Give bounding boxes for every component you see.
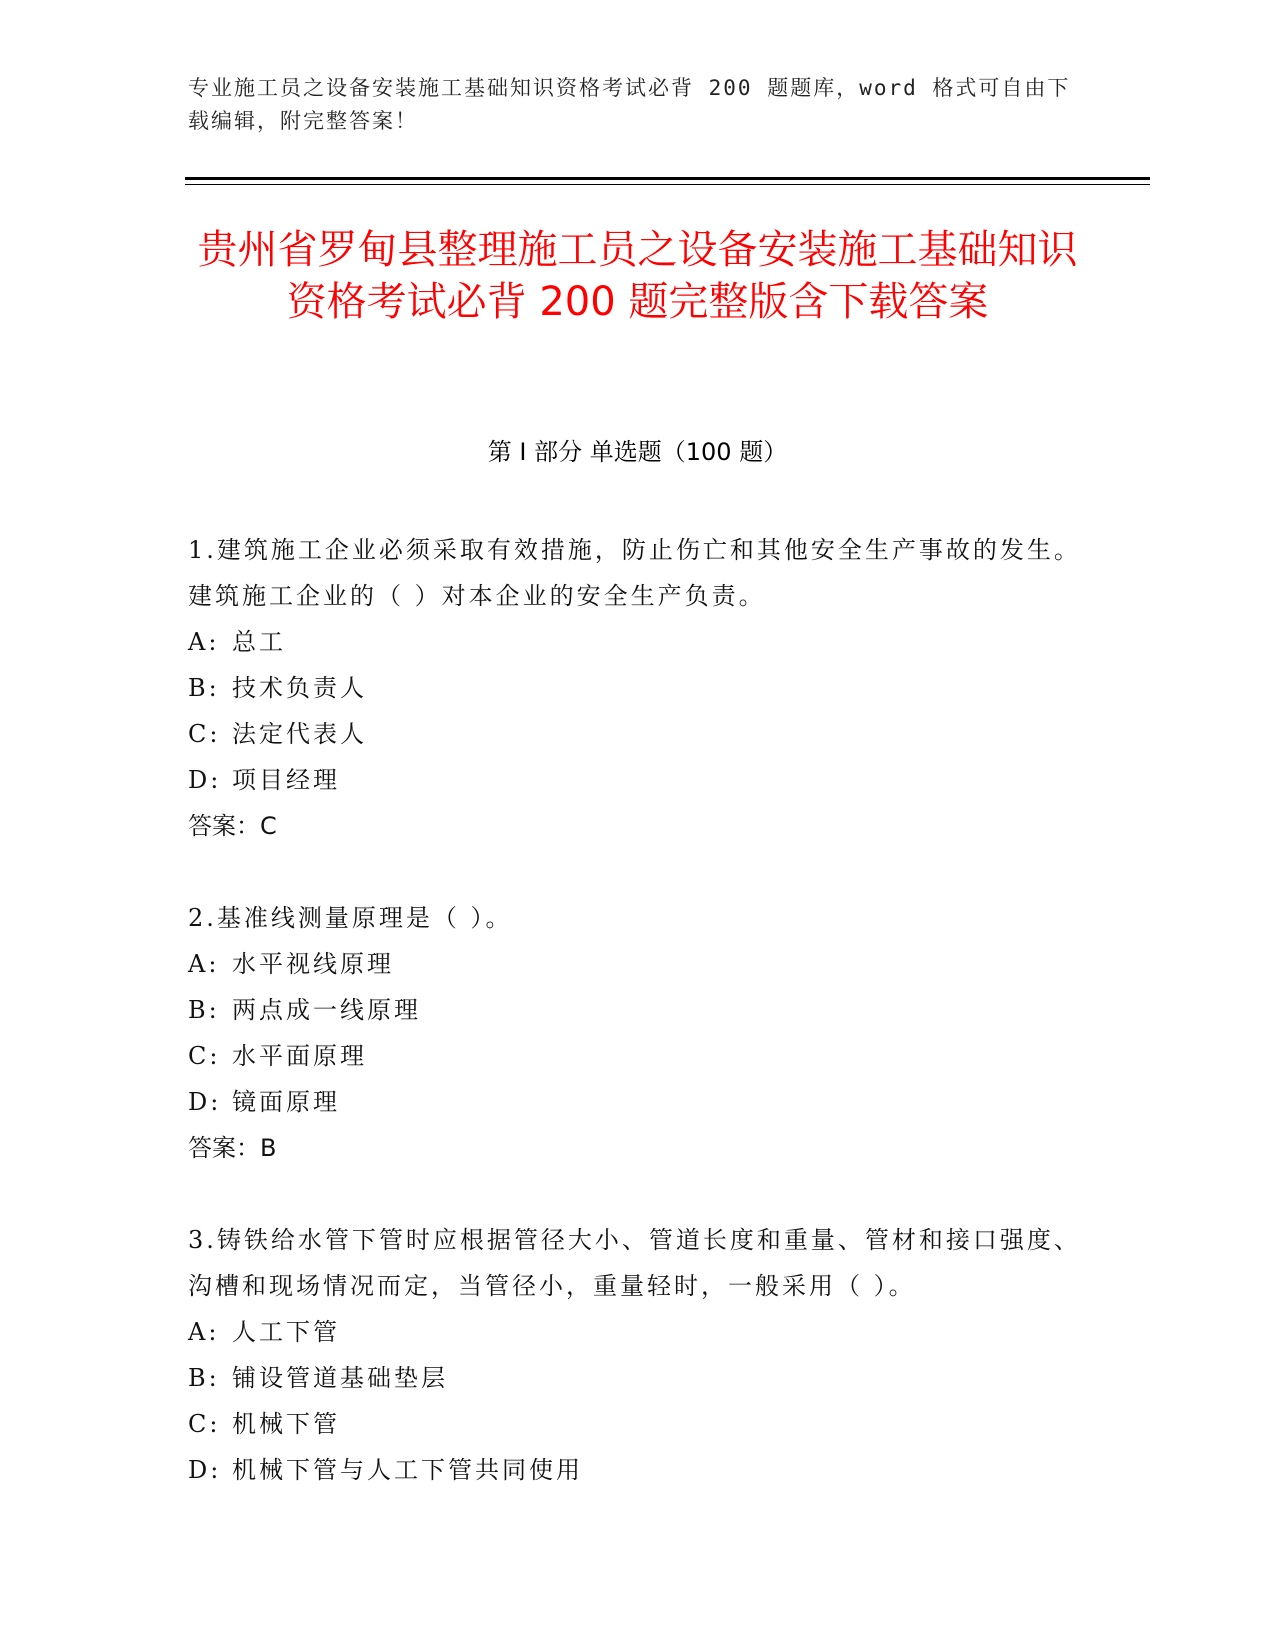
option-a xyxy=(188,941,1088,987)
option-c xyxy=(188,711,1088,757)
header-note: 专业施工员之设备安装施工基础知识资格考试必背 200 题题库，word 格式可自由下载编辑，附完整答案！ xyxy=(188,76,1071,133)
option-a xyxy=(188,619,1088,665)
answer-line: 答案：C xyxy=(188,812,277,840)
option-letter: D: xyxy=(188,766,222,794)
option-text: 项目经理 xyxy=(232,766,340,794)
option-text: 水平视线原理 xyxy=(232,950,394,978)
option-b xyxy=(188,1355,1088,1401)
header-rule-thick xyxy=(185,177,1150,180)
option-text: 铺设管道基础垫层 xyxy=(232,1364,448,1392)
option-d xyxy=(188,1079,1088,1125)
option-letter: B: xyxy=(188,996,220,1024)
section-heading: 第 I 部分 单选题（100 题） xyxy=(487,438,788,466)
option-d xyxy=(188,1447,1088,1493)
option-letter: A: xyxy=(188,628,220,656)
option-letter: A: xyxy=(188,1318,220,1346)
option-letter: D: xyxy=(188,1456,222,1484)
question-stem: 3.铸铁给水管下管时应根据管径大小、管道长度和重量、管材和接口强度、沟槽和现场情况而定，当管径小，重量轻时，一般采用（ ）。 xyxy=(188,1226,1081,1300)
option-letter: B: xyxy=(188,1364,220,1392)
answer-line: 答案：B xyxy=(188,1134,277,1162)
option-letter: C: xyxy=(188,1042,221,1070)
question-3 xyxy=(188,1217,1088,1493)
document-title: 贵州省罗甸县整理施工员之设备安装施工基础知识资格考试必背 200 题完整版含下载答案 xyxy=(197,227,1078,325)
question-stem: 1.建筑施工企业必须采取有效措施，防止伤亡和其他安全生产事故的发生。建筑施工企业的（ ）对本企业的安全生产负责。 xyxy=(188,536,1081,610)
option-letter: C: xyxy=(188,720,221,748)
option-letter: D: xyxy=(188,1088,222,1116)
option-letter: B: xyxy=(188,674,220,702)
option-b xyxy=(188,987,1088,1033)
option-b xyxy=(188,665,1088,711)
option-c xyxy=(188,1401,1088,1447)
question-stem: 2.基准线测量原理是（ ）。 xyxy=(188,904,513,932)
option-text: 水平面原理 xyxy=(232,1042,367,1070)
header-rule-thin xyxy=(185,184,1150,185)
option-d xyxy=(188,757,1088,803)
option-text: 人工下管 xyxy=(232,1318,340,1346)
option-text: 总工 xyxy=(232,628,286,656)
option-text: 法定代表人 xyxy=(232,720,367,748)
option-text: 技术负责人 xyxy=(232,674,367,702)
option-text: 机械下管与人工下管共同使用 xyxy=(232,1456,583,1484)
option-letter: C: xyxy=(188,1410,221,1438)
option-a xyxy=(188,1309,1088,1355)
option-letter: A: xyxy=(188,950,220,978)
question-2 xyxy=(188,895,1088,1171)
question-1 xyxy=(188,527,1088,849)
question-list xyxy=(188,527,1088,1539)
option-text: 两点成一线原理 xyxy=(232,996,421,1024)
option-text: 机械下管 xyxy=(232,1410,340,1438)
option-text: 镜面原理 xyxy=(232,1088,340,1116)
option-c xyxy=(188,1033,1088,1079)
